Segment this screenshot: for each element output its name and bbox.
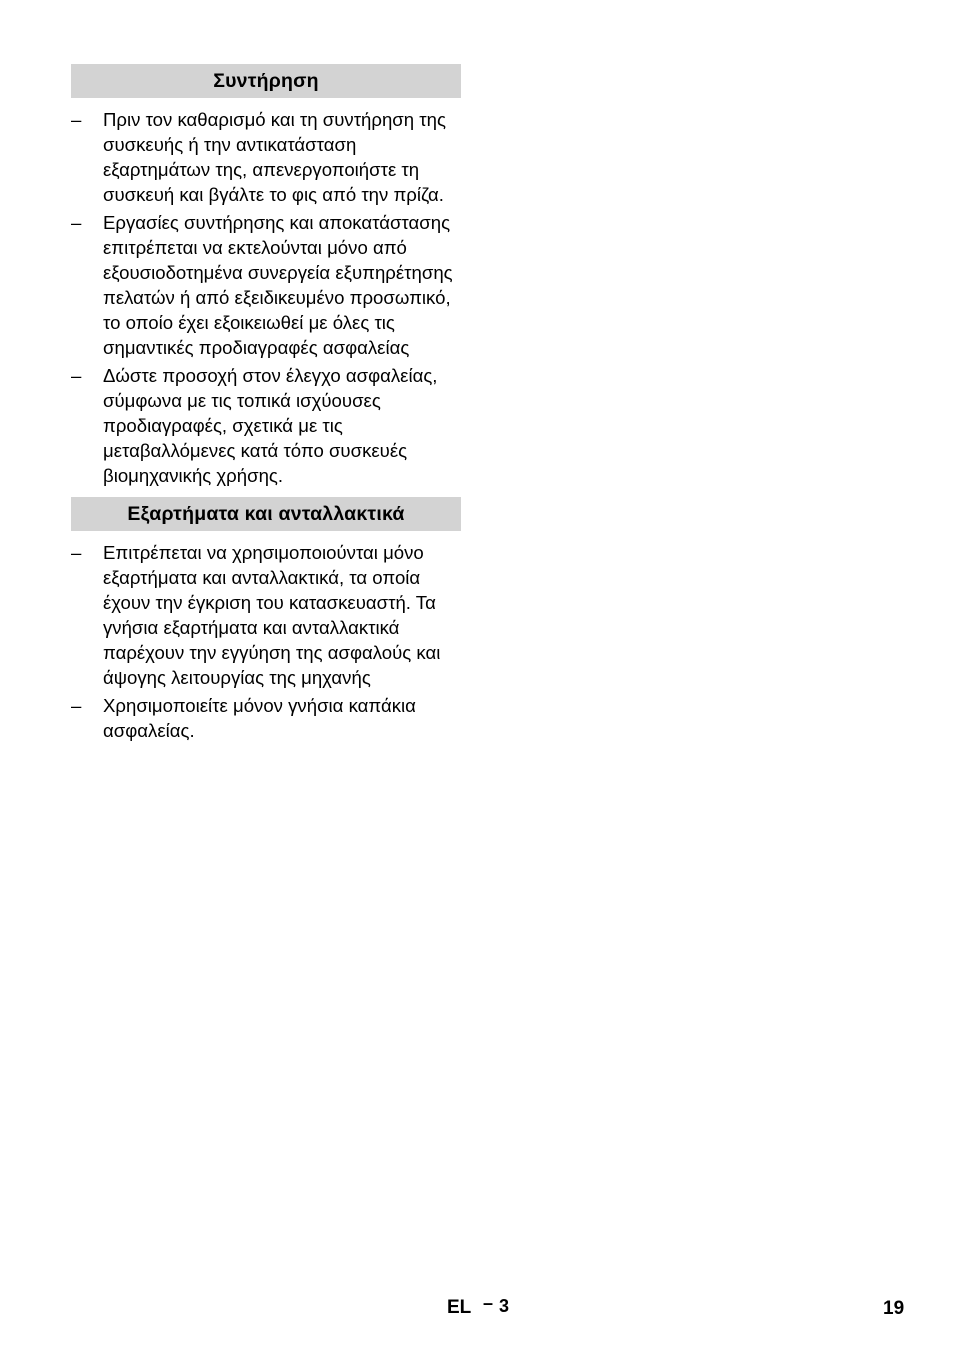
list-item — [71, 363, 461, 488]
list-item — [71, 210, 461, 360]
footer-language: EL — [447, 1297, 472, 1318]
section-maintenance — [71, 64, 461, 488]
list-item — [71, 107, 461, 207]
dash-bullet: – — [71, 109, 82, 130]
dash-bullet: – — [71, 365, 82, 386]
section-heading: Εξαρτήματα και ανταλλακτικά — [71, 497, 461, 531]
footer-page-number: 19 — [883, 1298, 905, 1319]
dash-bullet: – — [71, 542, 82, 563]
list-item — [71, 693, 461, 743]
list-item-text: Δώστε προσοχή στον έλεγχο ασφαλείας, σύμφωνα με τις τοπικά ισχύουσες προδιαγραφές, σχετικά με τις μεταβαλλόμενες κατά τόπο συσκευές βιομηχανικής χρήσης. — [103, 365, 438, 486]
list-item-text: Χρησιμοποιείτε μόνον γνήσια καπάκια ασφαλείας. — [103, 695, 416, 741]
list-item-text: Επιτρέπεται να χρησιμοποιούνται μόνο εξαρτήματα και ανταλλακτικά, τα οποία έχουν την έγκριση του κατασκευαστή. Τα γνήσια εξαρτήματα και ανταλλακτικά παρέχουν την εγγύηση της ασφαλούς και άψογης λειτουργίας της μηχανής — [103, 542, 441, 688]
bullet-list — [71, 98, 461, 488]
list-item-text: Πριν τον καθαρισμό και τη συντήρηση της συσκευής ή την αντικατάσταση εξαρτημάτων της, απενεργοποιήστε τη συσκευή και βγάλτε το φις από την πρίζα. — [103, 109, 446, 205]
bullet-list — [71, 531, 461, 743]
main-column — [71, 64, 461, 746]
list-item — [71, 540, 461, 690]
dash-bullet: – — [71, 212, 82, 233]
footer-dash: – — [483, 1293, 494, 1313]
section-heading: Συντήρηση — [71, 64, 461, 98]
dash-bullet: – — [71, 695, 82, 716]
list-item-text: Εργασίες συντήρησης και αποκατάστασης επιτρέπεται να εκτελούνται μόνο από εξουσιοδοτημένα συνεργεία εξυπηρέτησης πελατών ή από εξειδικευμένο προσωπικό, το οποίο έχει εξοικειωθεί με όλες τις σημαντικές προδιαγραφές ασφαλείας — [103, 212, 453, 358]
section-accessories — [71, 497, 461, 743]
footer-section-page: 3 — [499, 1296, 510, 1316]
